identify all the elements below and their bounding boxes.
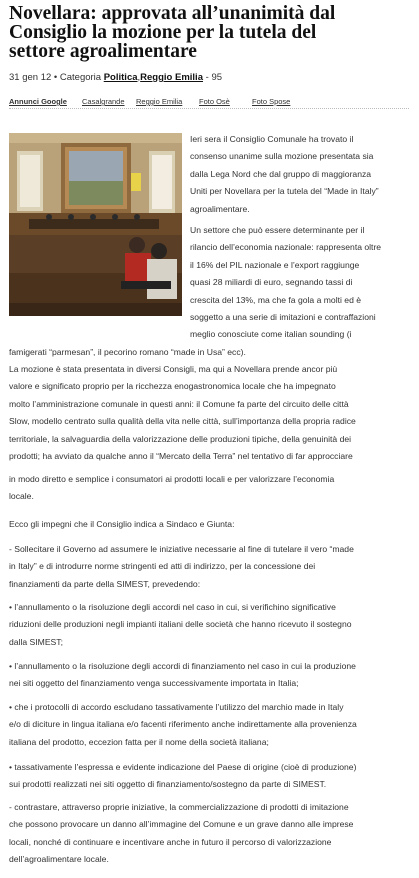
council-meeting-photo [9, 133, 182, 316]
category-link-politica[interactable]: Politica [103, 72, 138, 83]
paragraph-impegni-intro: Ecco gli impegni che il Consiglio indica a Sindaco e Giunta: [9, 519, 235, 529]
paragraph-economy: Un settore che può essere determinante per il rilancio dell’economia nazionale: rappresenta oltre il 16% del PIL nazionale e l’export raggiunge quasi 28 miliardi di euro, segnando tassi di crescita del 13%, ma che fa gola a molti ed è soggetto a una serie di imitazioni e contraffazioni meglio conosciute come italian sounding (i famigerati “parmesan”, il pecorino romano “made in Usa” ecc). [9, 225, 382, 357]
article-date: 31 gen 12 [9, 72, 52, 83]
paragraph-intro: Ieri sera il Consiglio Comunale ha trovato il consenso unanime sulla mozione presentata sia dalla Lega Nord che dal gruppo di maggioranza Uniti per Novellara per la tutela del “Made in Italy” agroalimentare. [190, 134, 379, 214]
category-label: Categoria [59, 72, 102, 83]
category-link-reggio-emilia[interactable]: Reggio Emilia [140, 72, 203, 83]
ad-link-foto-spose[interactable]: Foto Spose [252, 97, 291, 106]
paragraph-sollecitare: - Sollecitare il Governo ad assumere le iniziative necessarie al fine di tutelare il vero “made in Italy” e di introdurre norme stringenti ed atti di indirizzo, per la concessione dei finanziamenti da parte della SIMEST, prevedendo: [9, 544, 354, 589]
ads-label[interactable]: Annunci Google [9, 97, 67, 106]
ad-link-reggio-emilia[interactable]: Reggio Emilia [136, 97, 183, 106]
article-title [9, 4, 409, 61]
meta-dash: - [205, 72, 209, 83]
ads-divider [9, 108, 409, 109]
meta-separator: • [53, 72, 58, 83]
paragraph-consumatori: in modo diretto e semplice i consumatori ai prodotti locali e per valorizzare l’economia locale. [9, 474, 335, 502]
paragraph-bullet-protocolli: • che i protocolli di accordo escludano tassativamente l’utilizzo del marchio made in Italy e/o di diciture in lingua italiana e/o facenti riferimento anche indirettamente alla provenienza italiana del prodotto, eccezion fatta per il nome della società italiana; [9, 702, 357, 747]
article-meta: 31 gen 12 • Categoria Politica,Reggio Emilia - 95 [9, 72, 223, 83]
ad-link-foto-ose[interactable]: Foto Osè [199, 97, 230, 106]
title-line: Consiglio la mozione per la tutela del [9, 22, 317, 43]
view-count: 95 [211, 72, 223, 83]
google-ads-bar [9, 95, 409, 109]
ad-link-casalgrande[interactable]: Casalgrande [82, 97, 125, 106]
paragraph-bullet-annullamento-2: • l’annullamento o la risoluzione degli accordi di finanziamento nel caso in cui la produzione nei siti oggetto del finanziamento venga successivamente importata in Italia; [9, 661, 356, 689]
title-line: Novellara: approvata all’unanimità dal [9, 3, 336, 24]
paragraph-mozione: La mozione è stata presentata in diversi Consigli, ma qui a Novellara prende ancor più valore e significato proprio per la ricchezza enogastronomica locale che ha impegnato molto l’amministrazione comunale in questi anni: il Comune fa parte del circuito delle città Slow, modello centrato sulla qualità della vita nelle città, sull’importanza della propria radice territoriale, la salvaguardia della valorizzazione delle produzioni tipiche, della genuinità dei prodotti; ha avviato da qualche anno il “Mercato della Terra” nel tentativo di far approcciare [9, 364, 356, 462]
paragraph-bullet-paese-origine: • tassativamente l’espressa e evidente indicazione del Paese di origine (cioè di produzione) sui prodotti realizzati nei siti oggetto di finanziamento/sostegno da parte di SIMEST. [9, 762, 357, 790]
paragraph-contrastare: - contrastare, attraverso proprie iniziative, la commercializzazione di prodotti di imitazione che possono provocare un danno all’immagine del Comune e un grave danno alle imprese locali, nonché di continuare e incentivare anche in futuro il percorso di valorizzazione dell’agroalimentare locale. [9, 802, 354, 865]
title-line: settore agroalimentare [9, 41, 197, 62]
paragraph-bullet-annullamento-1: • l’annullamento o la risoluzione degli accordi nel caso in cui, si verifichino significative riduzioni delle produzioni negli impianti italiani delle società che hanno ricevuto il sostegno dalla SIMEST; [9, 602, 352, 647]
